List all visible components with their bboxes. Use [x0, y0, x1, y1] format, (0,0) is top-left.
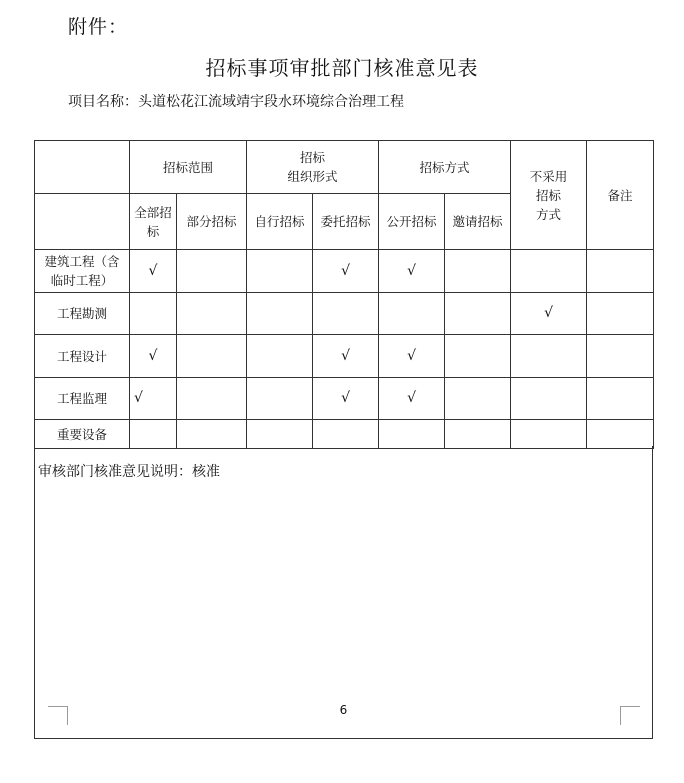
cell-partial [177, 378, 247, 420]
header-blank-cell [35, 141, 130, 194]
cell-self [247, 420, 313, 449]
header-partial: 部分招标 [177, 194, 247, 250]
crop-mark-right [620, 706, 640, 725]
cell-entrusted: √ [313, 250, 379, 293]
header-full-line1: 全部招 [134, 204, 172, 220]
cell-self [247, 293, 313, 335]
cell-invited [445, 250, 511, 293]
cell-not-adopted [511, 378, 587, 420]
table-row [35, 293, 654, 335]
document-title: 招标事项审批部门核准意见表 [205, 56, 479, 80]
cell-full: √ [130, 250, 177, 293]
header-not-adopted-line2: 招标 [536, 187, 562, 203]
project-label: 项目名称： [68, 94, 138, 110]
header-open: 公开招标 [379, 194, 445, 250]
cell-remarks [587, 335, 654, 378]
review-opinion [38, 461, 220, 481]
cell-remarks [587, 293, 654, 335]
cell-invited [445, 293, 511, 335]
cell-remarks [587, 420, 654, 449]
cell-self [247, 335, 313, 378]
cell-partial [177, 335, 247, 378]
review-section [34, 446, 653, 739]
header-org-form [247, 141, 379, 194]
header-org-form-line2: 组织形式 [287, 169, 338, 184]
cell-invited [445, 335, 511, 378]
project-line [68, 91, 404, 111]
header-invited: 邀请招标 [445, 194, 511, 250]
table-row [35, 378, 654, 420]
row-label-line2: 临时工程） [50, 273, 114, 288]
header-row-1 [35, 141, 654, 194]
cell-self [247, 250, 313, 293]
cell-open: √ [379, 335, 445, 378]
cell-not-adopted: √ [511, 293, 587, 335]
approval-table [34, 140, 654, 449]
header-method: 招标方式 [379, 141, 511, 194]
cell-full [130, 293, 177, 335]
project-name: 头道松花江流域靖宇段水环境综合治理工程 [138, 94, 404, 110]
row-label-line1: 建筑工程（含 [44, 254, 120, 269]
cell-not-adopted [511, 250, 587, 293]
row-label: 重要设备 [35, 420, 130, 449]
row-label: 工程勘测 [35, 293, 130, 335]
table-row [35, 335, 654, 378]
header-full [130, 194, 177, 250]
header-self: 自行招标 [247, 194, 313, 250]
header-not-adopted [511, 141, 587, 250]
cell-entrusted: √ [313, 335, 379, 378]
page-number: 6 [339, 703, 348, 717]
cell-remarks [587, 378, 654, 420]
cell-open [379, 420, 445, 449]
header-remarks: 备注 [587, 141, 654, 250]
header-not-adopted-line1: 不采用 [529, 168, 568, 184]
cell-open: √ [379, 378, 445, 420]
cell-full: √ [130, 335, 177, 378]
cell-not-adopted [511, 420, 587, 449]
cell-entrusted: √ [313, 378, 379, 420]
cell-not-adopted [511, 335, 587, 378]
header-not-adopted-line3: 方式 [536, 206, 562, 222]
attachment-label: 附件： [68, 16, 129, 38]
cell-partial [177, 293, 247, 335]
cell-partial [177, 420, 247, 449]
header-full-line2: 标 [146, 223, 160, 239]
cell-entrusted [313, 420, 379, 449]
cell-remarks [587, 250, 654, 293]
header-entrusted: 委托招标 [313, 194, 379, 250]
header-org-form-line1: 招标 [300, 150, 326, 165]
cell-full [130, 420, 177, 449]
row-label: 工程设计 [35, 335, 130, 378]
row-label [35, 250, 130, 293]
table-row [35, 250, 654, 293]
cell-invited [445, 378, 511, 420]
review-label: 审核部门核准意见说明： [38, 464, 192, 480]
cell-partial [177, 250, 247, 293]
cell-self [247, 378, 313, 420]
header-blank-cell [35, 194, 130, 250]
table-row [35, 420, 654, 449]
review-value: 核准 [192, 464, 220, 480]
cell-full: √ [130, 378, 177, 420]
cell-open [379, 293, 445, 335]
cell-entrusted [313, 293, 379, 335]
header-scope: 招标范围 [130, 141, 247, 194]
row-label: 工程监理 [35, 378, 130, 420]
cell-open: √ [379, 250, 445, 293]
cell-invited [445, 420, 511, 449]
